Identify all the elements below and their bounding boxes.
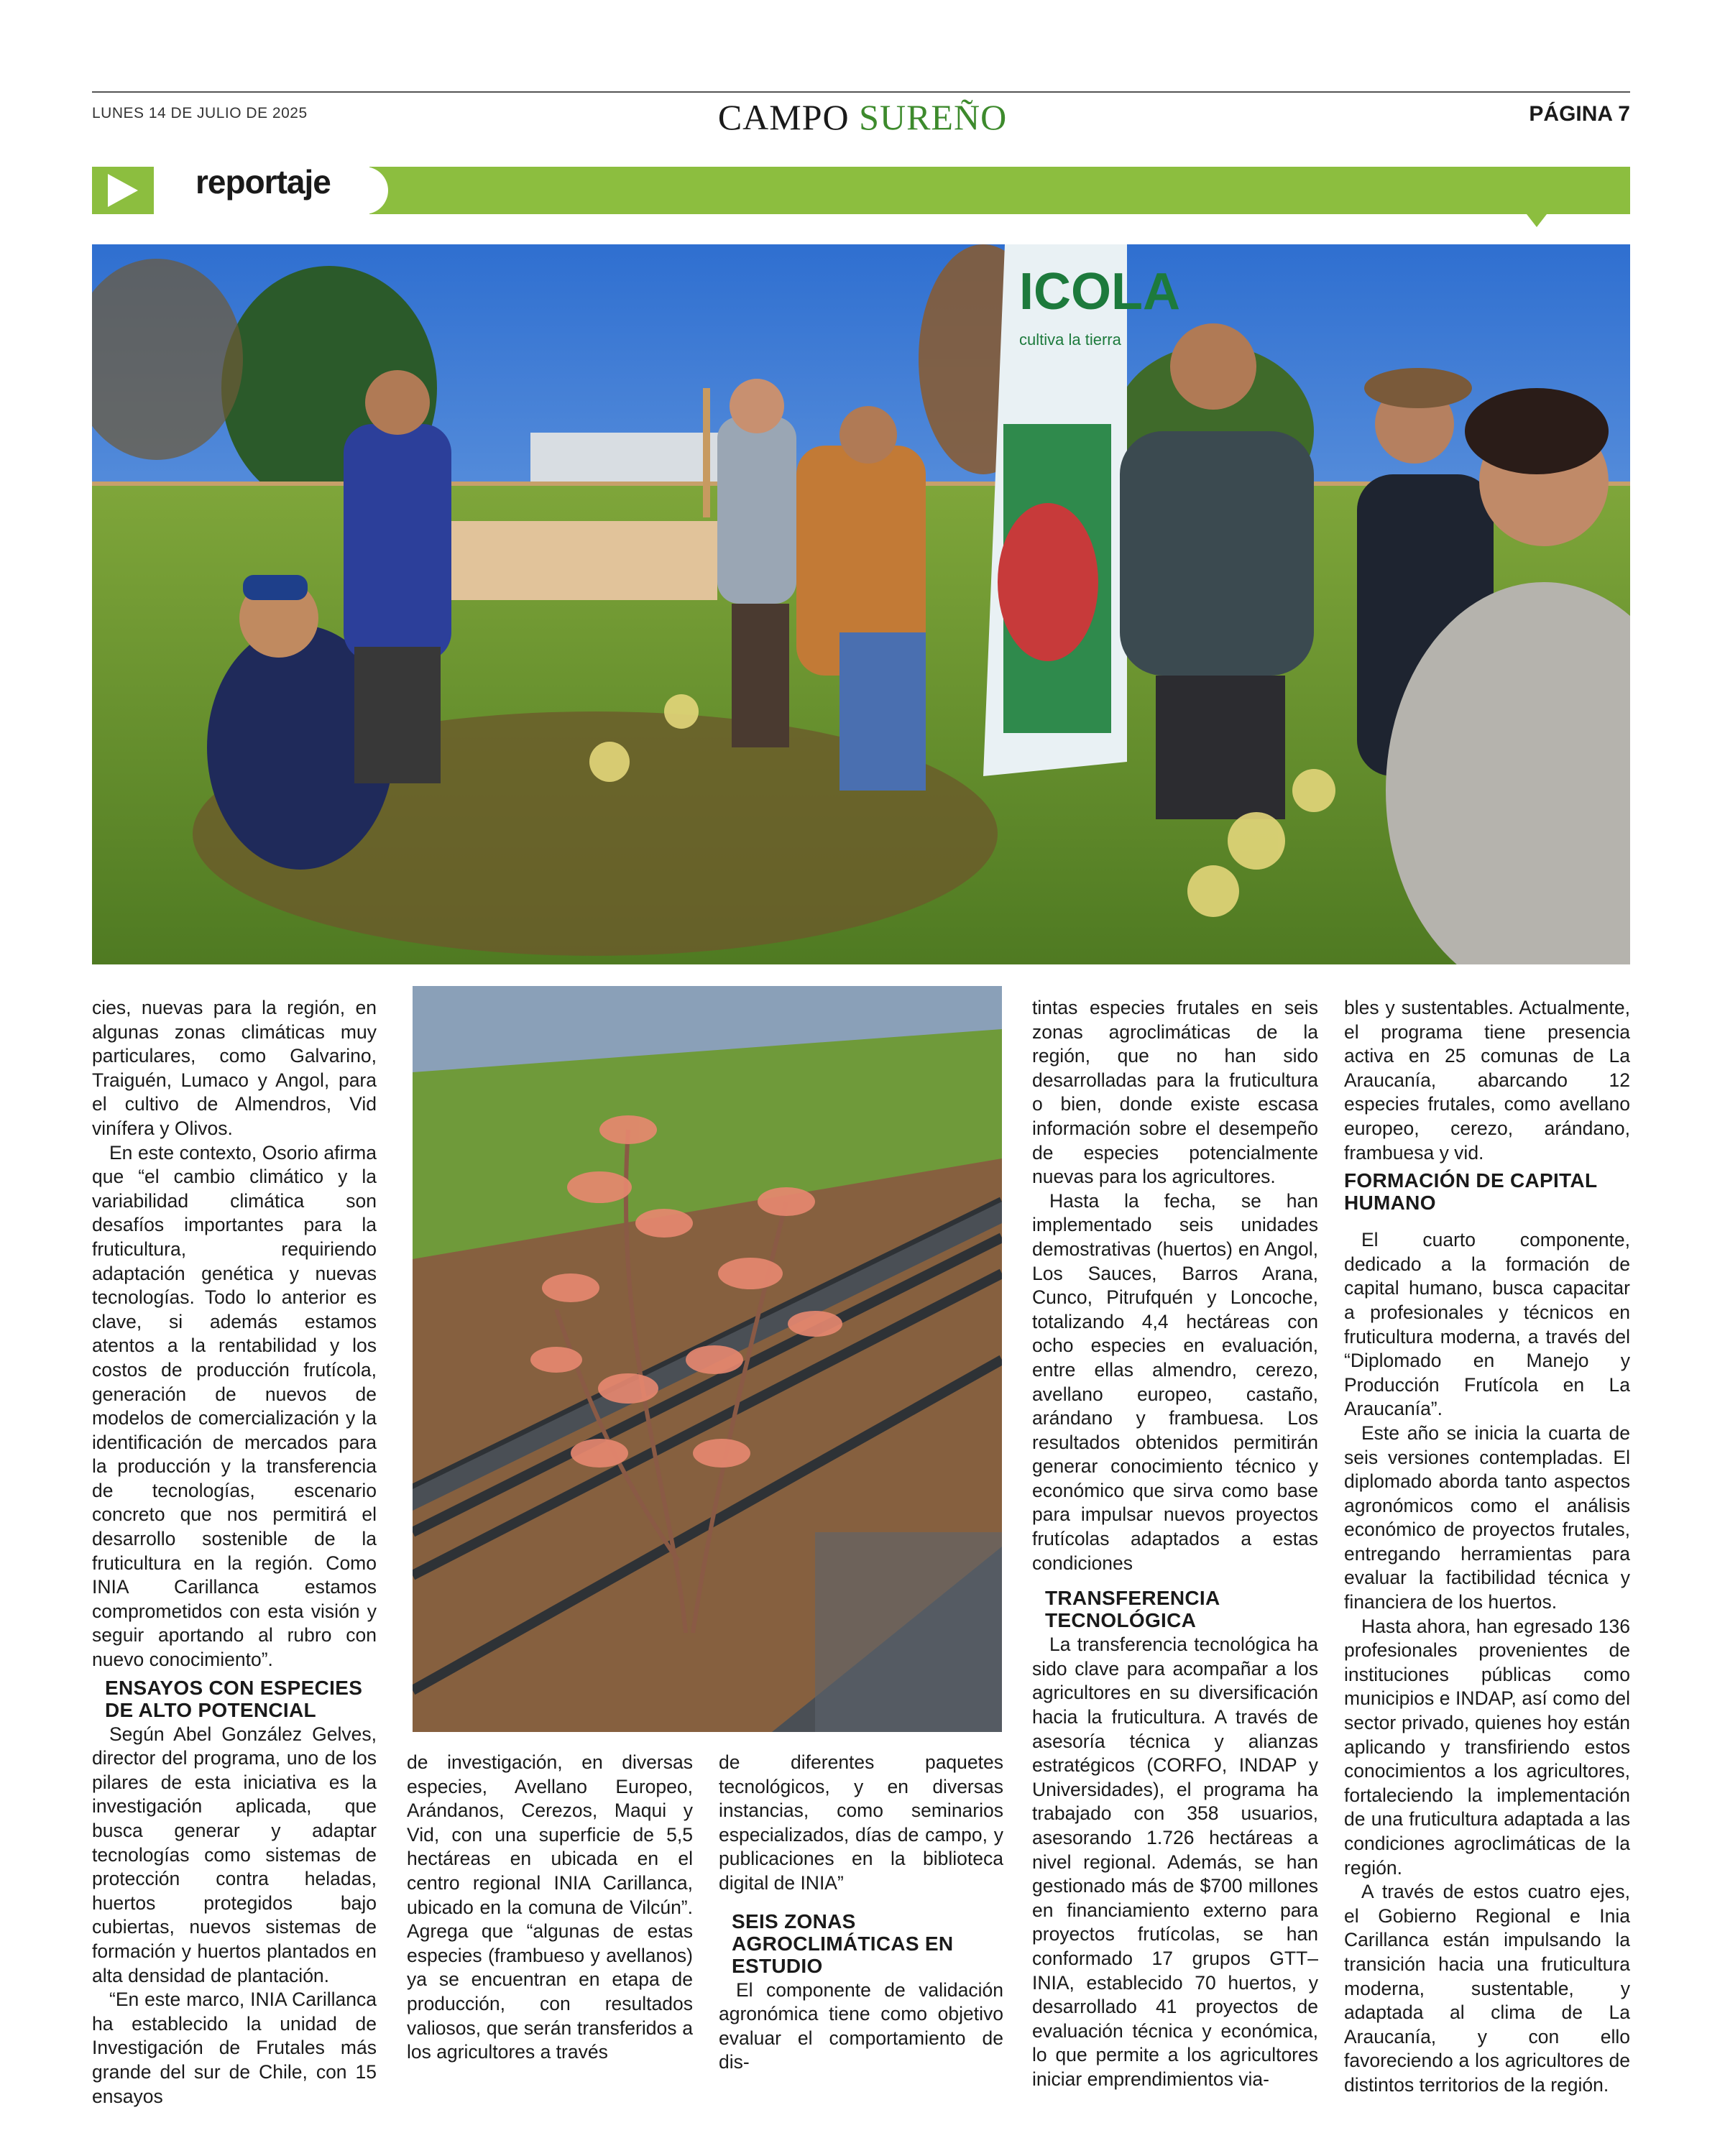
- heading-transferencia: TRANSFERENCIA TECNOLÓGICA: [1045, 1587, 1220, 1632]
- secondary-photo: [413, 986, 1002, 1732]
- col1-paragraph-1: cies, nuevas para la región, en algunas zonas climáticas muy particulares, como Galvarino, Traiguén, Lumaco y Angol, para el cultivo de Almendros, Vid vinífera y Olivos.: [92, 997, 377, 1139]
- col3-paragraph-2: El componente de validación agronómica tiene como objetivo evaluar el comportamiento de dis-: [719, 1978, 1003, 2073]
- col2-paragraph-1: de investigación, en diversas especies, Avellano Europeo, Arándanos, Cerezos, Maqui y Vid, con una superficie de 5,5 hectáreas en ubicada en el centro regional INIA Carillanca, ubicado en la comuna de Vilcún”. Agrega que “algunas de estas especies (frambueso y avellanos) ya se encuentran en etapa de producción, con resultados valiosos, que serán transferidos a los agricultores a través: [407, 1751, 693, 2063]
- article-column-3: [719, 1751, 1003, 2075]
- heading-seis-zonas: SEIS ZONAS AGROCLIMÁTICAS EN ESTUDIO: [732, 1909, 954, 1977]
- masthead-part2: SUREÑO: [859, 97, 1008, 137]
- section-bar-notch: [1527, 214, 1547, 227]
- main-photo: [92, 244, 1630, 964]
- col5-paragraph-3: Este año se inicia la cuarta de seis versiones contempladas. El diplomado aborda tanto aspectos agronómicos como el análisis económico de proyectos frutales, entregando herramientas para evaluar la factibilidad técnica y financiera de los huertos.: [1344, 1422, 1630, 1613]
- col1-paragraph-4: “En este marco, INIA Carillanca ha establecido la unidad de Investigación de Frutales más grande del sur de Chile, con 15 ensayos: [92, 1989, 377, 2107]
- col3-paragraph-1: de diferentes paquetes tecnológicos, y en diversas instancias, como seminarios especializados, días de campo, y publicaciones en la biblioteca digital de INIA”: [719, 1751, 1003, 1894]
- col4-paragraph-3: La transferencia tecnológica ha sido clave para acompañar a los agricultores en su diversificación hacia la fruticultura. A través de asesoría técnica y alianzas estratégicos (CORFO, INDAP y Universidades), el programa ha trabajado con 358 usuarios, asesorando 1.726 hectáreas a nivel regional. Además, se han gestionado más de $700 millones en financiamiento externo para proyectos frutícolas, se han conformado 17 grupos GTT–INIA, establecido 70 huertos, y desarrollado 41 proyectos de evaluación técnica y económica, lo que permite a los agricultores iniciar emprendimientos via-: [1032, 1634, 1318, 2090]
- header-top-rule: [92, 91, 1630, 93]
- col5-paragraph-1: bles y sustentables. Actualmente, el programa tiene presencia activa en 25 comunas de La Araucanía, abarcando 12 especies frutales, como avellano europeo, cerezo, arándano, frambuesa y vid.: [1344, 997, 1630, 1164]
- article-column-2: [407, 1751, 693, 2065]
- article-column-1: [92, 996, 377, 2109]
- masthead-part1: CAMPO: [717, 97, 850, 137]
- col4-paragraph-2: Hasta la fecha, se han implementado seis unidades demostrativas (huertos) en Angol, Los Sauces, Barros Arana, Cunco, Pitrufquén y Loncoche, totalizando 4,4 hectáreas con ocho especies en evaluación, entre ellas almendro, cerezo, avellano europeo, castaño, arándano y frambuesa. Los resultados obtenidos permitirán generar conocimiento técnico y económico que sirva como base para impulsar nuevos proyectos frutícolas adaptados a estas condiciones: [1032, 1189, 1318, 1574]
- article-column-5: [1344, 996, 1630, 2098]
- heading-formacion: FORMACIÓN DE CAPITAL HUMANO: [1344, 1169, 1597, 1215]
- page-number: PÁGINA 7: [1529, 102, 1630, 126]
- heading-ensayos: ENSAYOS CON ESPECIES DE ALTO POTENCIAL: [105, 1676, 363, 1721]
- col1-paragraph-2: En este contexto, Osorio afirma que “el cambio climático y la variabilidad climática son desafíos importantes para la fruticultura, requiriendo adaptación genética y nuevas tecnologías. Todo lo anterior es clave, si además estamos atentos a la rentabilidad y los costos de producción frutícola, generación de nuevos de modelos de comercialización y la identificación de mercados para la producción y la transferencia de tecnologías, escenario concreto que nos permitirá el desarrollo sostenible de la fruticultura en la región. Como INIA Carillanca estamos comprometidos con esta visión y seguir aportando al rubro con nuevo conocimiento”.: [92, 1141, 377, 1671]
- col5-paragraph-2: El cuarto componente, dedicado a la formación de capital humano, busca capacitar a profesionales y técnicos en fruticultura moderna, a través del “Diplomado en Manejo y Producción Frutícola en La Araucanía”.: [1344, 1229, 1630, 1420]
- section-bar: [369, 167, 1630, 214]
- banner-subtext: cultiva la tierra: [1019, 331, 1121, 349]
- col5-paragraph-5: A través de estos cuatro ejes, el Gobierno Regional e Inia Carillanca están impulsando la transición hacia una fruticultura moderna, sustentable, y adaptada al clima de La Araucanía, y con ello favoreciendo a los agricultores de distintos territorios de la región.: [1344, 1881, 1630, 2096]
- masthead: [0, 96, 1725, 138]
- section-arrow-icon: [92, 167, 154, 214]
- section-label: reportaje: [196, 163, 331, 201]
- issue-date: LUNES 14 DE JULIO DE 2025: [92, 105, 308, 121]
- article-column-4: [1032, 996, 1318, 2092]
- col1-paragraph-3: Según Abel González Gelves, director del programa, uno de los pilares de esta iniciativa es la investigación aplicada, que busca generar y adaptar tecnologías como sistemas de protección contra heladas, huertos protegidos bajo cubiertas, nuevos sistemas de formación y huertos plantados en alta densidad de plantación.: [92, 1723, 377, 1986]
- col4-paragraph-1: tintas especies frutales en seis zonas agroclimáticas de la región, que no han sido desarrolladas para la fruticultura o bien, donde existe escasa información sobre el desempeño de especies potencialmente nuevas para los agricultores.: [1032, 997, 1318, 1188]
- banner-text: ICOLA: [1019, 263, 1180, 321]
- col5-paragraph-4: Hasta ahora, han egresado 136 profesionales provenientes de instituciones públicas como municipios e INDAP, así como del sector privado, quienes hoy están aplicando y transfiriendo estos conocimientos a los agricultores, fortaleciendo la implementación de una fruticultura adaptada a las condiciones agroclimáticas de la región.: [1344, 1615, 1630, 1879]
